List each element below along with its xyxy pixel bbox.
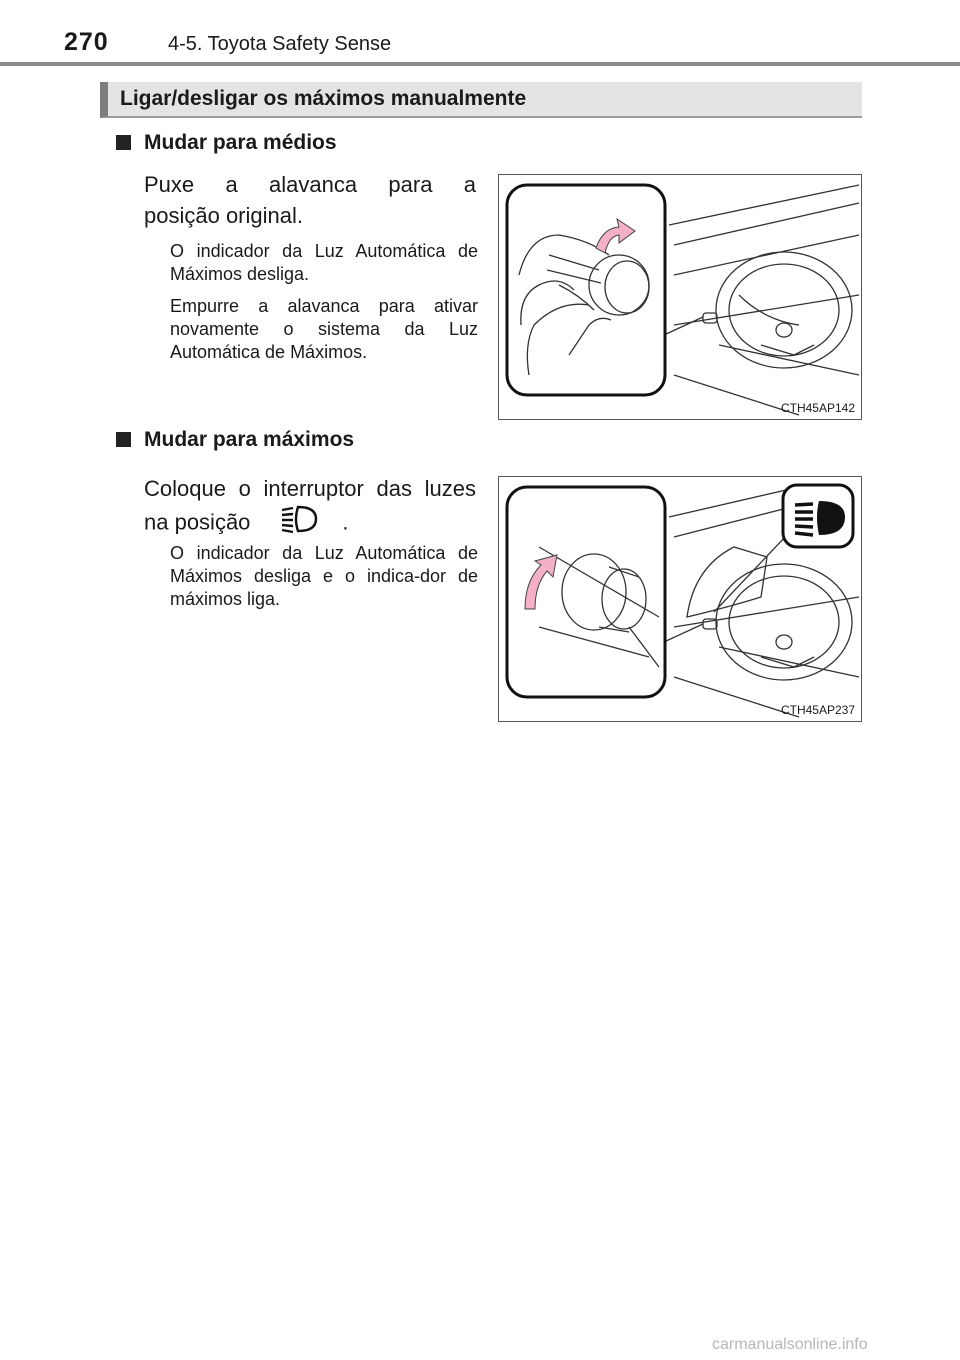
section2-instruction-pre: na posição bbox=[144, 509, 251, 535]
watermark: carmanualsonline.info bbox=[712, 1336, 868, 1353]
lever-pull-illustration bbox=[499, 175, 862, 420]
topic-banner bbox=[100, 82, 862, 118]
figure1-code: CTH45AP142 bbox=[780, 401, 855, 415]
section2-instruction-line2 bbox=[144, 504, 476, 543]
page-number: 270 bbox=[64, 28, 109, 56]
section2-instruction-line1: Coloque o interruptor das luzes bbox=[144, 476, 476, 501]
section-title: 4-5. Toyota Safety Sense bbox=[168, 33, 392, 55]
figure-lever-pull bbox=[498, 174, 862, 420]
lever-push-arrow-icon bbox=[519, 551, 565, 615]
section2-note1: O indicador da Luz Automática de Máximos desliga e o indica-dor de máximos liga. bbox=[170, 543, 478, 609]
high-beam-icon bbox=[280, 504, 318, 543]
figure2-code: CTH45AP237 bbox=[780, 703, 855, 717]
figure-lever-push bbox=[498, 476, 862, 722]
section2-instruction-post: . bbox=[342, 509, 349, 535]
lever-pull-arrow-icon bbox=[591, 213, 641, 263]
section1-instruction-line1: Puxe a alavanca para a bbox=[144, 172, 476, 197]
topic-banner-title: Ligar/desligar os máximos manualmente bbox=[120, 87, 527, 110]
header-rule bbox=[0, 62, 960, 66]
bullet-square-icon bbox=[116, 135, 131, 150]
section1-note1: O indicador da Luz Automática de Máximos desliga. bbox=[170, 241, 478, 284]
section1-heading: Mudar para médios bbox=[144, 131, 337, 154]
bullet-square-icon bbox=[116, 432, 131, 447]
section2-heading: Mudar para máximos bbox=[144, 428, 355, 451]
section1-note2: Empurre a alavanca para ativar novamente o sistema da Luz Automática de Máximos. bbox=[170, 296, 478, 362]
section1-instruction-line2: posição original. bbox=[144, 203, 303, 228]
